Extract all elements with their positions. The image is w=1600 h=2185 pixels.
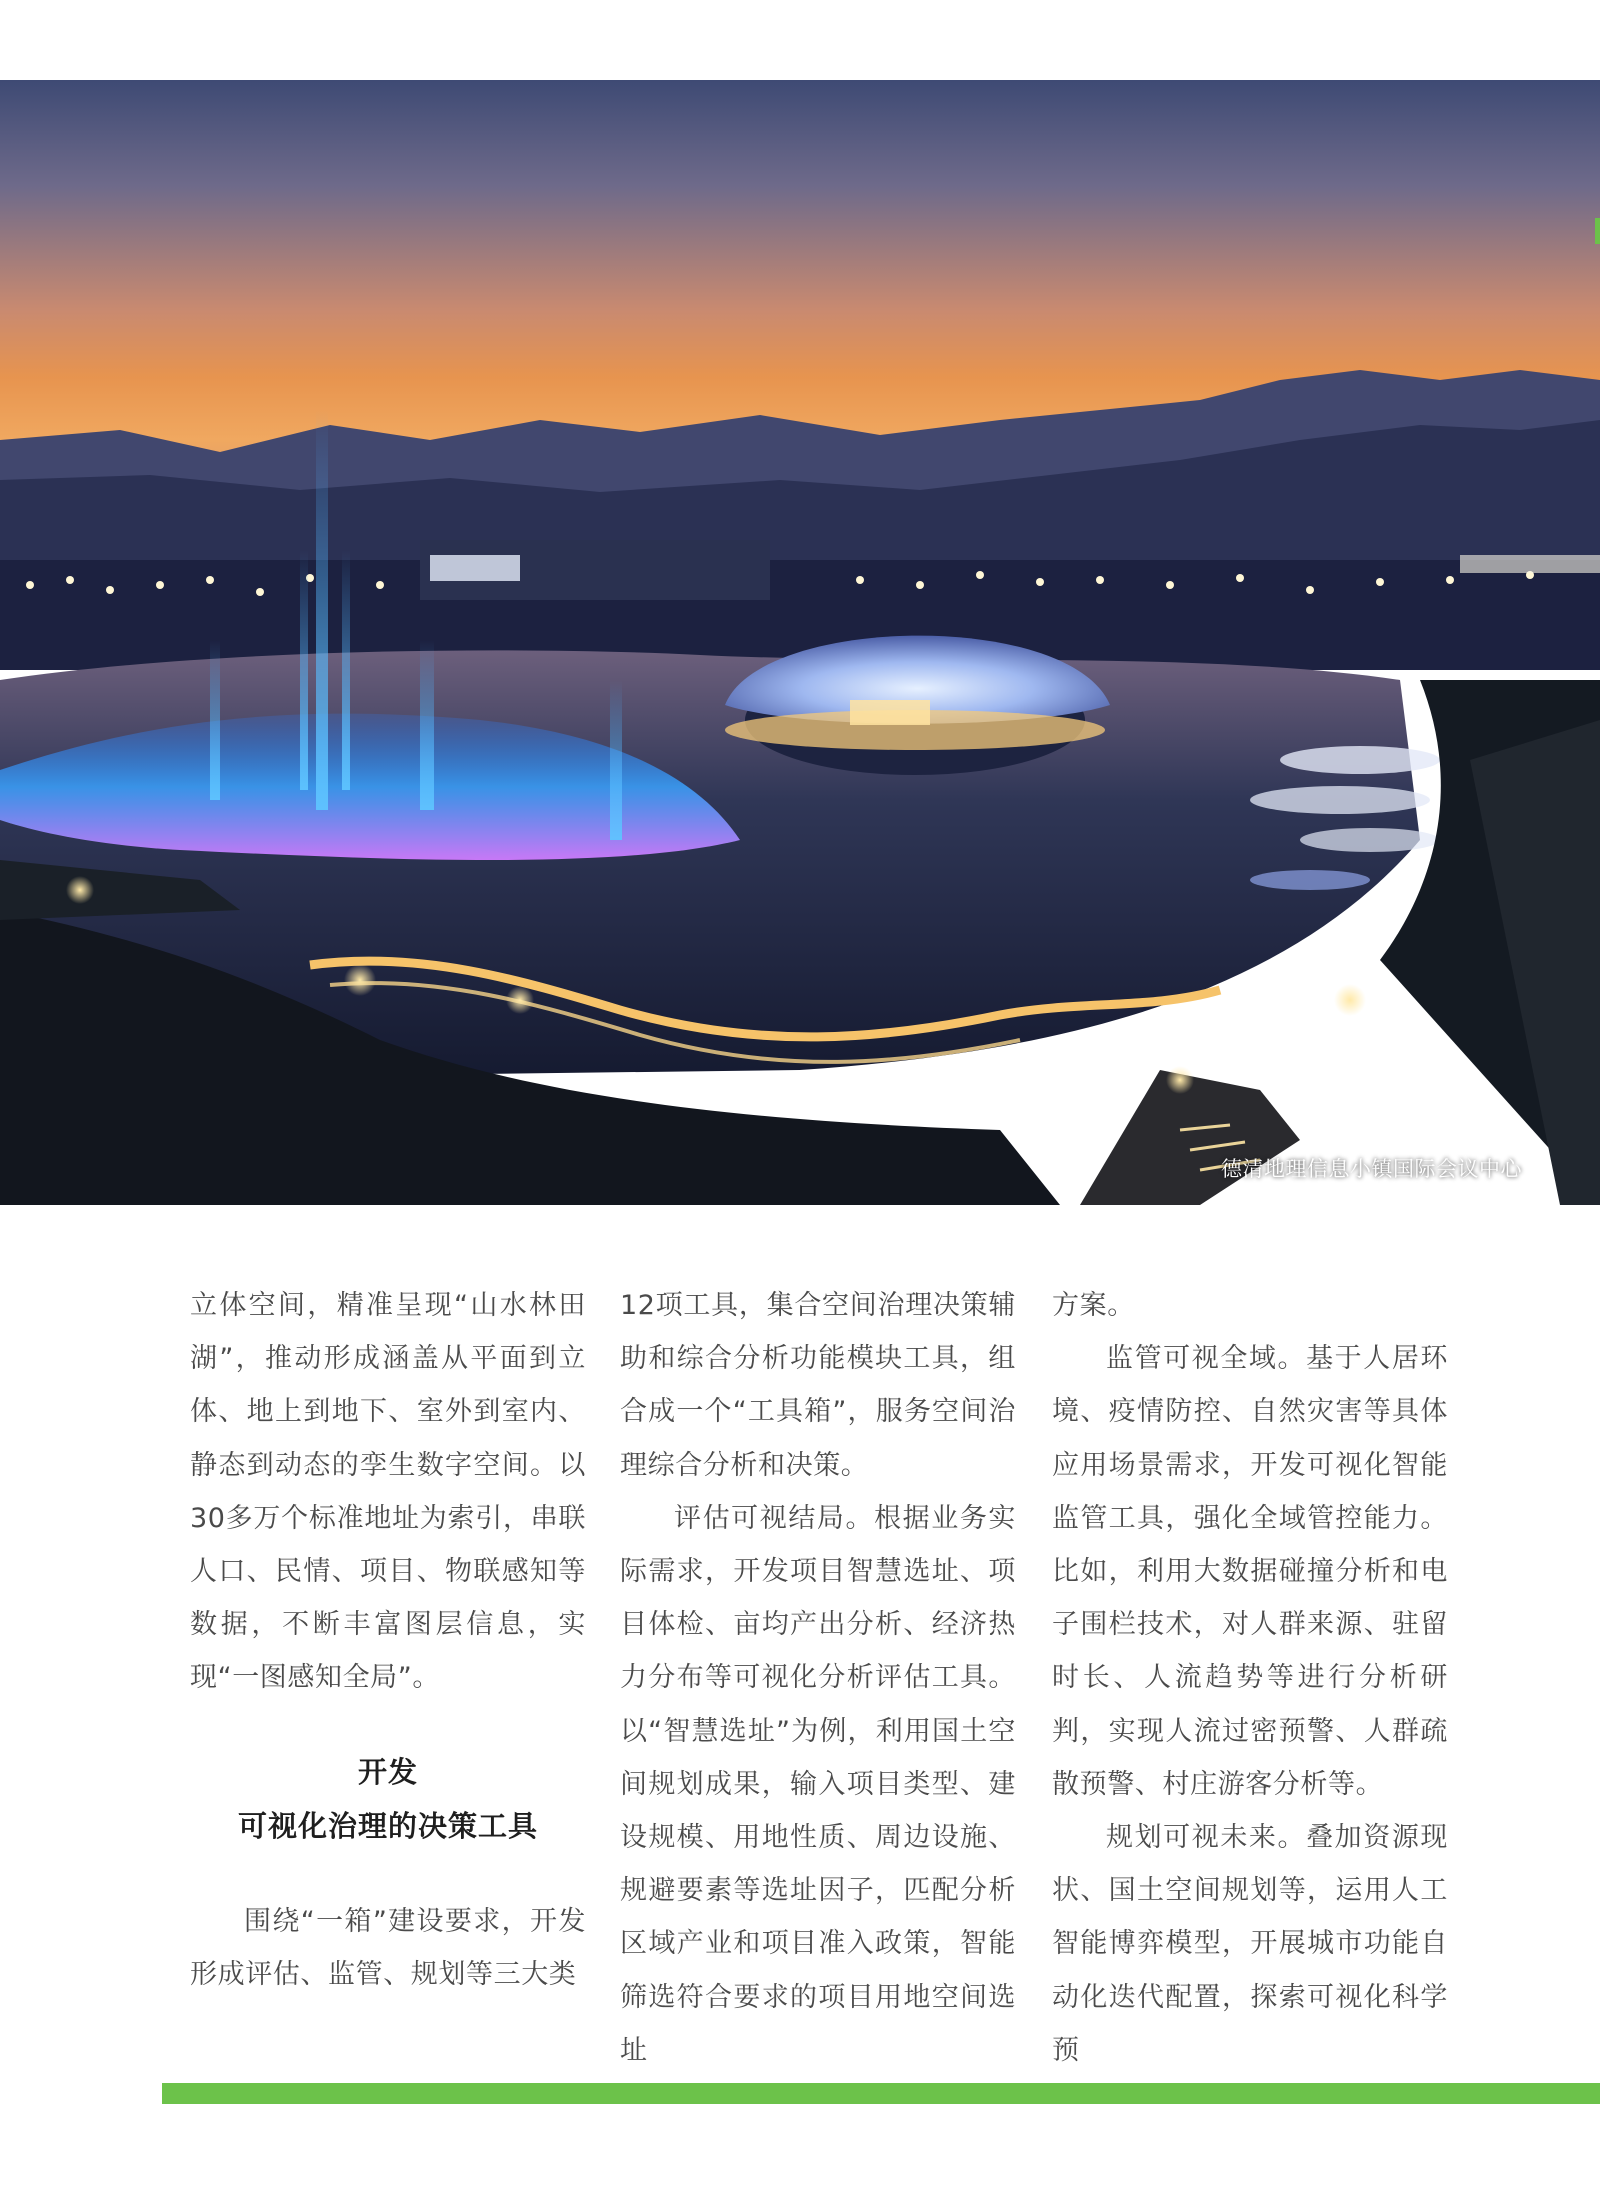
edge-tab-marker: [1595, 218, 1600, 244]
text-column-2: [620, 1279, 1016, 2077]
paragraph: 12项工具，集合空间治理决策辅助和综合分析功能模块工具，组合成一个“工具箱”，服务空间治理综合分析和决策。: [620, 1290, 1016, 1481]
text-column-1: [190, 1279, 586, 2001]
night-lake-scene-image: [0, 80, 1600, 1205]
paragraph: 立体空间，精准呈现“山水林田湖”，推动形成涵盖从平面到立体、地上到地下、室外到室内、静态到动态的孪生数字空间。以30多万个标准地址为索引，串联人口、民情、项目、物联感知等数据，不断丰富图层信息，实现“一图感知全局”。: [190, 1290, 586, 1694]
section-heading-line-2: 可视化治理的决策工具: [237, 1808, 538, 1843]
paragraph: 规划可视未来。叠加资源现状、国土空间规划等，运用人工智能博弈模型，开展城市功能自动化迭代配置，探索可视化科学预: [1052, 1822, 1448, 2066]
paragraph: 围绕“一箱”建设要求，开发形成评估、监管、规划等三大类: [190, 1905, 586, 1990]
paragraph: 监管可视全域。基于人居环境、疫情防控、自然灾害等具体应用场景需求，开发可视化智能监管工具，强化全域管控能力。比如，利用大数据碰撞分析和电子围栏技术，对人群来源、驻留时长、人流趋势等进行分析研判，实现人流过密预警、人群疏散预警、村庄游客分析等。: [1052, 1343, 1448, 1800]
footer-accent-bar: [162, 2083, 1600, 2104]
paragraph: 方案。: [1052, 1290, 1135, 1321]
hero-photo: [0, 80, 1600, 1205]
section-heading: [190, 1745, 586, 1853]
text-column-3: [1052, 1279, 1448, 2077]
section-heading-line-1: 开发: [357, 1754, 418, 1789]
paragraph: 评估可视结局。根据业务实际需求，开发项目智慧选址、项目体检、亩均产出分析、经济热力分布等可视化分析评估工具。以“智慧选址”为例，利用国土空间规划成果，输入项目类型、建设规模、用地性质、周边设施、规避要素等选址因子，匹配分析区域产业和项目准入政策，智能筛选符合要求的项目用地空间选址: [620, 1502, 1016, 2066]
photo-caption: 德清地理信息小镇国际会议中心: [1221, 1157, 1522, 1181]
